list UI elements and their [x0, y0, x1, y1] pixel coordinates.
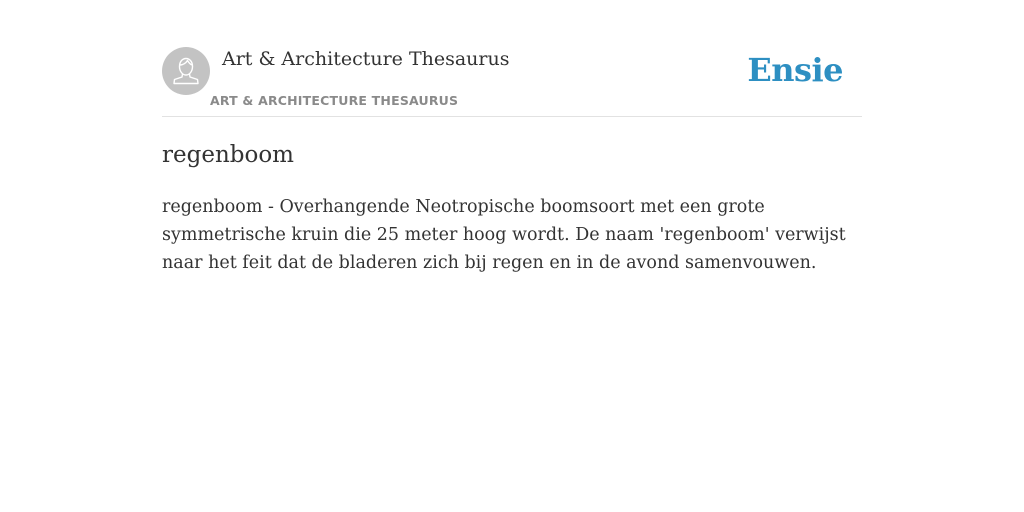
- avatar[interactable]: [162, 47, 210, 95]
- entry-header: [162, 47, 862, 117]
- user-icon: [162, 47, 210, 95]
- definition-text: regenboom - Overhangende Neotropische boomsoort met een grote symmetrische kruin die 25 meter hoog wordt. De naam 'regenboom' verwijst naar het feit dat de bladeren zich bij regen en in de avond samenvouwen.: [162, 197, 846, 273]
- page-title: regenboom: [162, 142, 294, 168]
- author-subtitle[interactable]: ART & ARCHITECTURE THESAURUS: [210, 93, 459, 108]
- author-name[interactable]: Art & Architecture Thesaurus: [222, 48, 510, 70]
- brand-logo[interactable]: Ensie: [747, 51, 843, 89]
